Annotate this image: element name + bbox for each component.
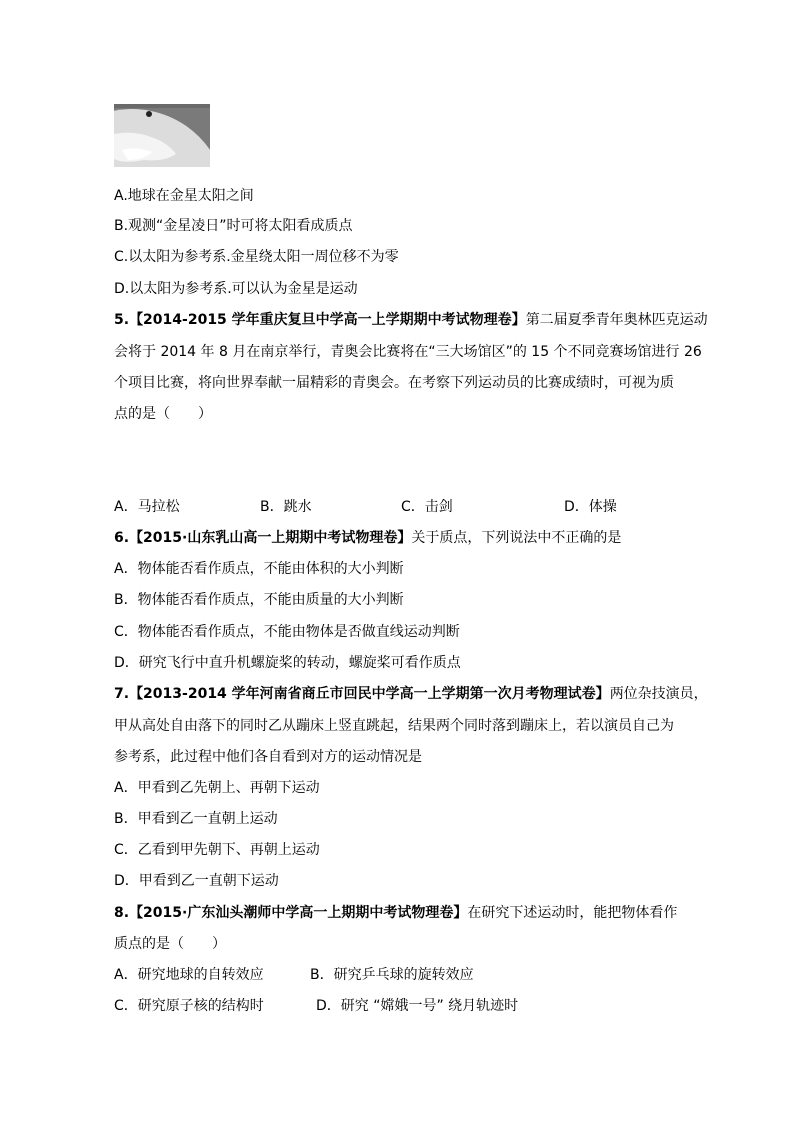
q6-source: 【2015·山东乳山高一上期期中考试物理卷】: [129, 530, 412, 546]
q6-stem: [114, 528, 621, 548]
q5-stem-line-3: 个项目比赛，将向世界奉献一届精彩的青奥会。在考察下列运动员的比赛成绩时，可视为质: [114, 375, 674, 391]
q6-text: 关于质点，下列说法中不正确的是: [411, 530, 622, 546]
q8-option-d: D．研究 “嫦娥一号” 绕月轨迹时: [316, 998, 519, 1014]
q7-option-a: A．甲看到乙先朝上、再朝下运动: [114, 780, 320, 796]
q5-number: 5.: [114, 312, 130, 328]
q6-option-d: D．研究飞行中直升机螺旋桨的转动，螺旋桨可看作质点: [114, 655, 461, 671]
q8-options-row-1: [114, 965, 714, 985]
q8-source: 【2015·广东汕头潮师中学高一上期期中考试物理卷】: [129, 905, 468, 921]
venus-transit-image: [114, 104, 210, 167]
q5-stem-line-1: [114, 310, 708, 330]
q5-text-1: 第二届夏季青年奥林匹克运动: [525, 312, 708, 328]
q8-number: 8.: [114, 905, 130, 921]
q8-option-b: B．研究乒乓球的旋转效应: [310, 967, 474, 983]
q8-stem-line-2: 质点的是（ ）: [114, 936, 226, 952]
watermark-ghost: [114, 436, 284, 476]
q8-stem-line-1: [114, 903, 677, 923]
q8-text-1: 在研究下述运动时，能把物体看作: [467, 905, 678, 921]
q5-option-d: D．体操: [564, 499, 617, 515]
q5-option-a: A．马拉松: [114, 499, 180, 515]
q7-option-b: B．甲看到乙一直朝上运动: [114, 811, 278, 827]
q4-option-d: D.以太阳为参考系.可以认为金星是运动: [114, 281, 358, 297]
q5-option-b: B．跳水: [260, 499, 312, 515]
q7-option-d: D．甲看到乙一直朝下运动: [114, 873, 279, 889]
venus-transit-illustration: [114, 104, 210, 167]
q6-option-c: C．物体能否看作质点，不能由物体是否做直线运动判断: [114, 624, 460, 640]
q5-stem-line-2: 会将于 2014 年 8 月在南京举行，青奥会比赛将在“三大场馆区”的 15 个不同竞赛场馆进行 26: [114, 344, 702, 360]
q6-option-a: A．物体能否看作质点，不能由体积的大小判断: [114, 561, 404, 577]
q7-number: 7.: [114, 686, 130, 702]
q6-number: 6.: [114, 530, 130, 546]
q4-option-b: B.观测“金星凌日”时可将太阳看成质点: [114, 218, 353, 234]
q7-option-c: C．乙看到甲先朝下、再朝上运动: [114, 842, 320, 858]
q5-options-row: [114, 497, 714, 517]
q7-stem-line-3: 参考系，此过程中他们各自看到对方的运动情况是: [114, 749, 422, 765]
q5-source: 【2014-2015 学年重庆复旦中学高一上学期期中考试物理卷】: [129, 312, 526, 328]
q7-stem-line-2: 甲从高处自由落下的同时乙从蹦床上竖直跳起，结果两个同时落到蹦床上，若以演员自己为: [114, 718, 674, 734]
q4-option-c: C.以太阳为参考系.金星绕太阳一周位移不为零: [114, 249, 399, 265]
q5-stem-line-4: 点的是（ ）: [114, 406, 212, 422]
q7-text-1: 两位杂技演员，: [609, 686, 708, 702]
q6-option-b: B．物体能否看作质点，不能由质量的大小判断: [114, 592, 404, 608]
q4-option-a: A.地球在金星太阳之间: [114, 188, 254, 204]
q7-source: 【2013-2014 学年河南省商丘市回民中学高一上学期第一次月考物理试卷】: [129, 686, 610, 702]
q8-option-c: C．研究原子核的结构时: [114, 998, 264, 1014]
q5-option-c: C．击剑: [401, 499, 453, 515]
q7-stem-line-1: [114, 684, 708, 704]
q8-option-a: A．研究地球的自转效应: [114, 967, 264, 983]
q8-options-row-2: [114, 996, 714, 1016]
